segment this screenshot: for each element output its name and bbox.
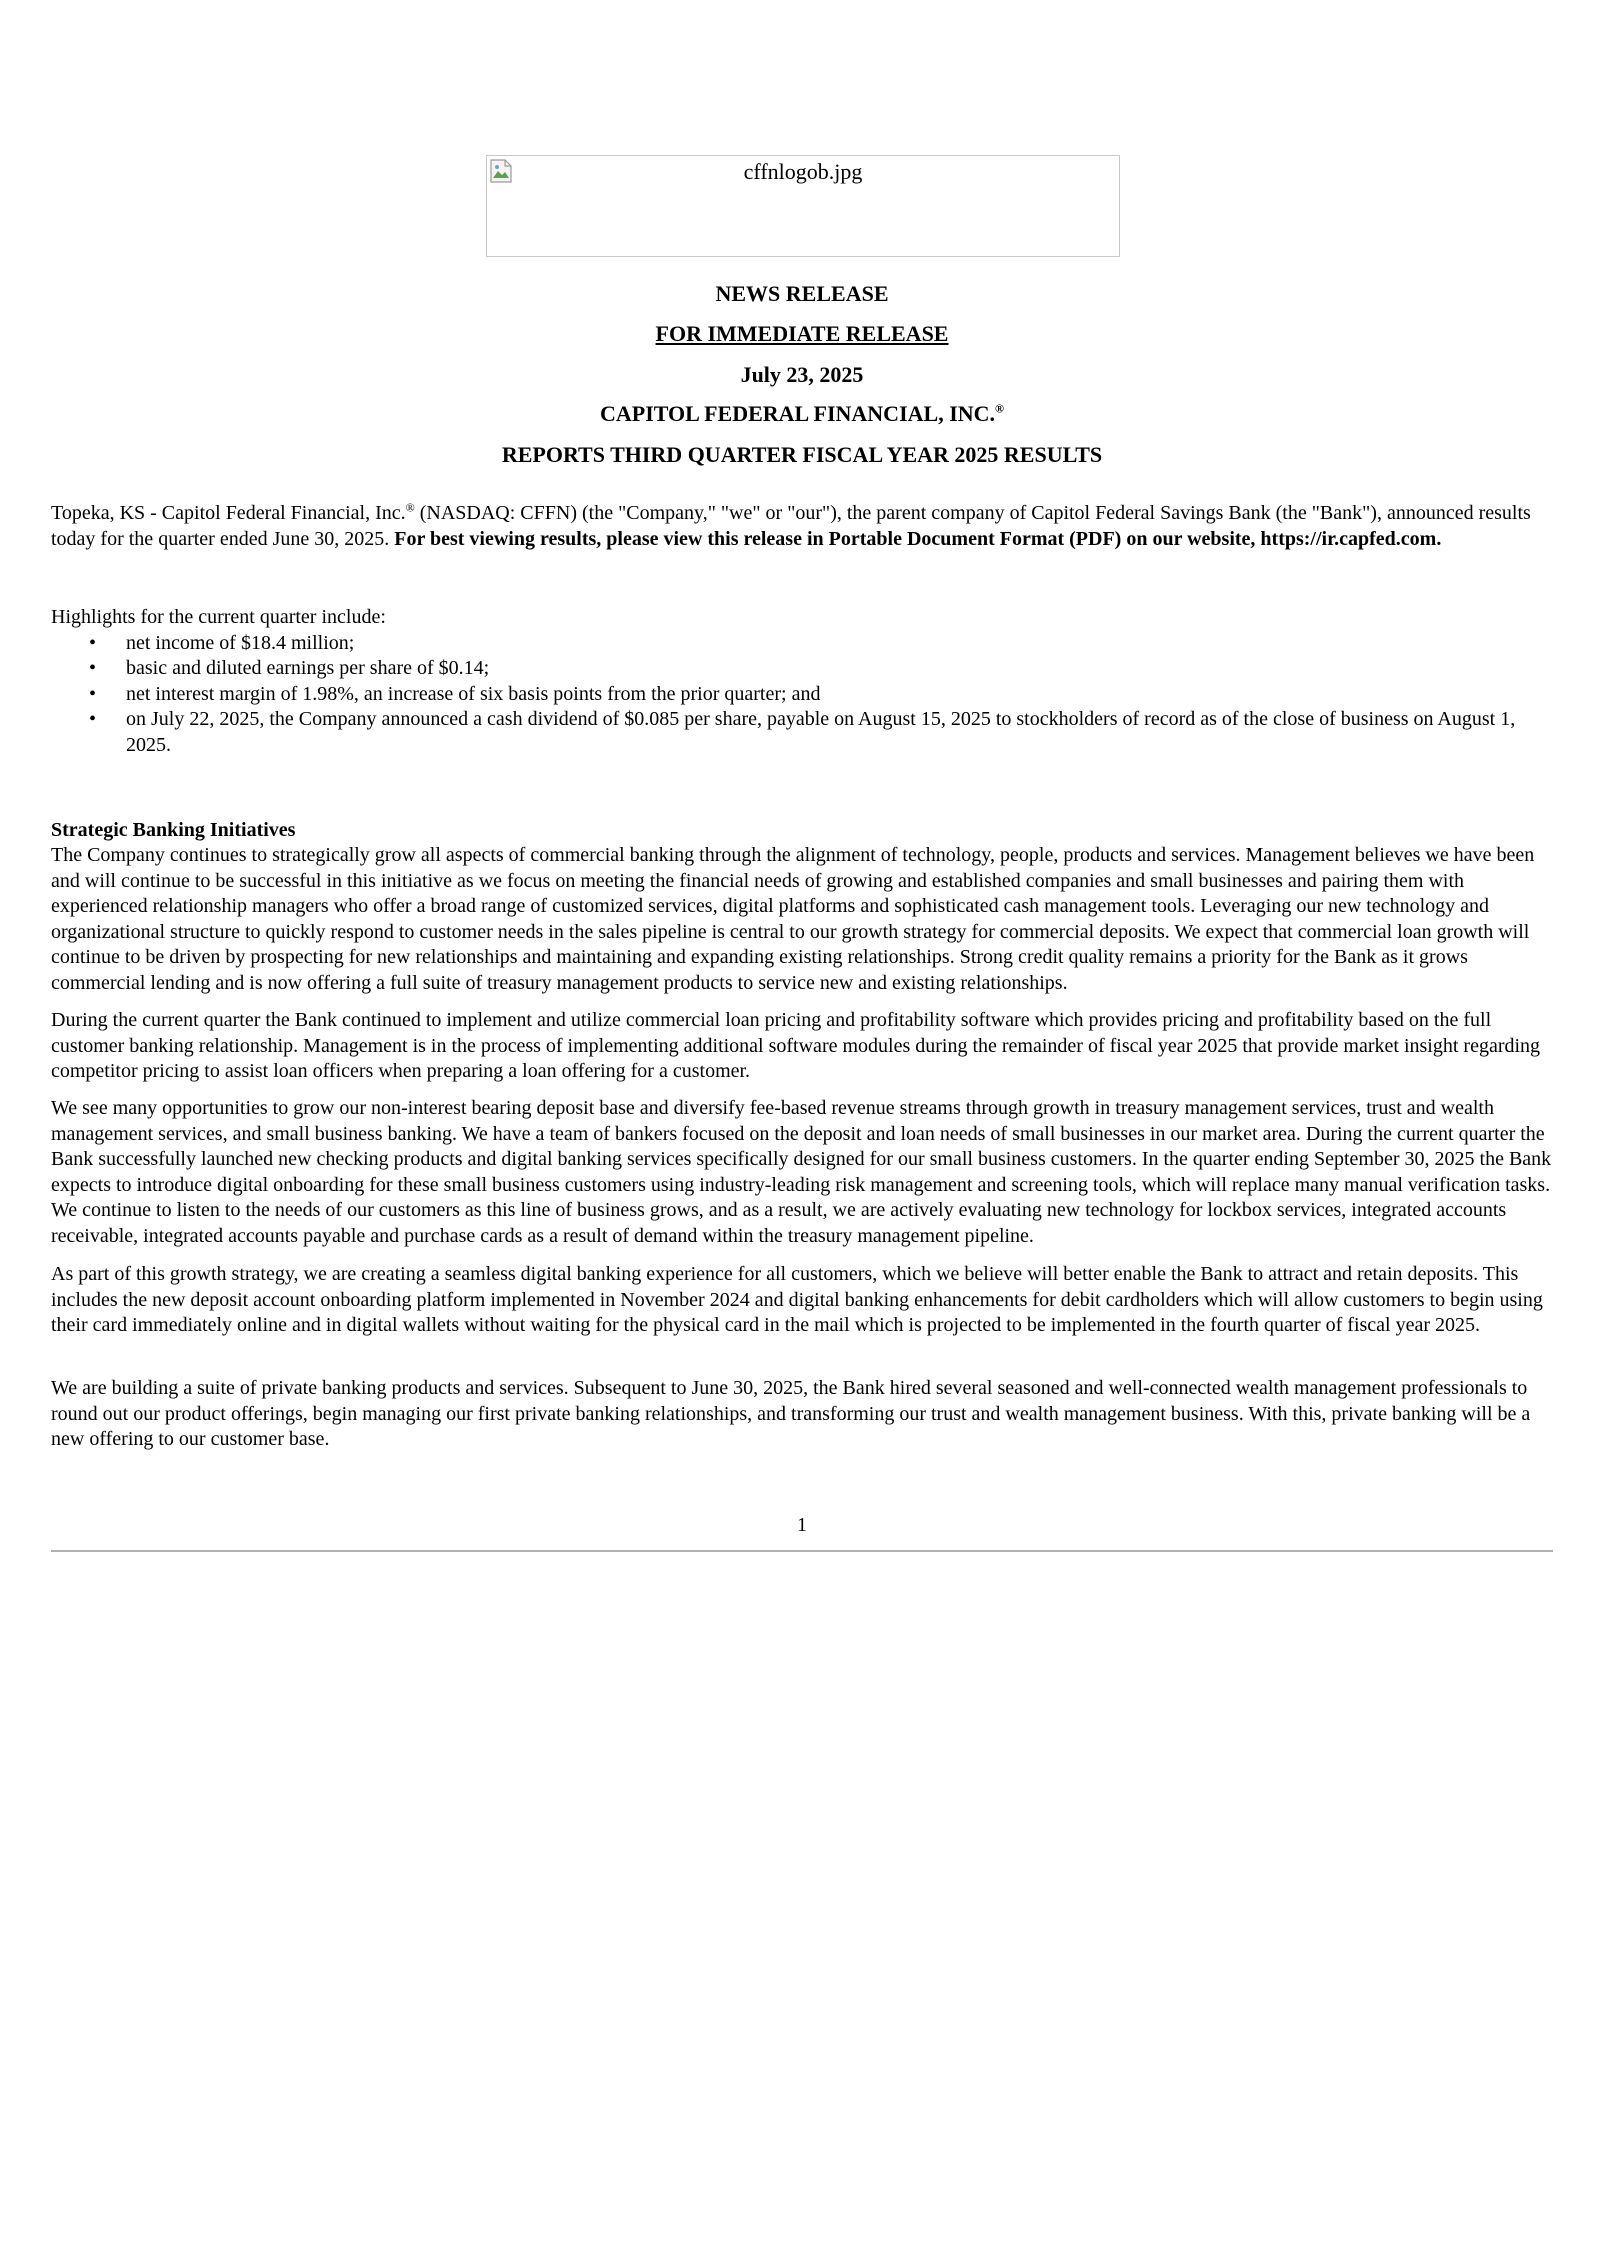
bullet-icon: • (89, 631, 97, 654)
intro-text-2: (NASDAQ: CFFN) (the "Company," "we" or "our"), the parent company of Capitol Federal Savings Bank (the "Bank"), announced results today for the quarter ended June 30, 2025. (51, 502, 1531, 550)
bullet-icon: • (89, 682, 97, 705)
strategic-paragraph-3: We see many opportunities to grow our non-interest bearing deposit base and diversify fee-based revenue streams through growth in treasury management services, trust and wealth management services, and small business banking. We have a team of bankers focused on the deposit and loan needs of small businesses in our market area. During the current quarter the Bank successfully launched new checking products and digital banking services specifically designed for our small business customers. In the quarter ending September 30, 2025 the Bank expects to introduce digital onboarding for these small business customers using industry-leading risk management and screening tools, which will replace many manual verification tasks. We continue to listen to the needs of our customers as this line of business grows, and as a result, we are actively evaluating new technology for lockbox services, integrated accounts receivable, integrated accounts payable and purchase cards as a result of demand within the treasury management pipeline. (51, 1097, 1552, 1247)
list-item (51, 682, 1553, 708)
list-item (51, 656, 1553, 682)
strategic-heading: Strategic Banking Initiatives (51, 819, 296, 841)
highlight-text: net income of $18.4 million; (126, 631, 355, 654)
list-item (51, 707, 1553, 758)
page-number: 1 (797, 1514, 807, 1536)
highlight-text: net interest margin of 1.98%, an increase of six basis points from the prior quarter; and (126, 682, 821, 705)
company-name-heading (51, 400, 1553, 428)
bullet-icon: • (89, 657, 97, 679)
logo-alt-text: cffnlogob.jpg (743, 159, 863, 184)
strategic-paragraph-2: During the current quarter the Bank continued to implement and utilize commercial loan pricing and profitability software which provides pricing and profitability based on the full customer banking relationship. Management is in the process of implementing additional software modules during the remainder of fiscal year 2025 that provide market insight regarding competitor pricing to assist loan officers when preparing a loan offering for a customer. (51, 1009, 1541, 1082)
highlights-intro: Highlights for the current quarter include: (51, 606, 386, 628)
highlights-list (51, 631, 1553, 759)
strategic-paragraph-1: The Company continues to strategically grow all aspects of commercial banking through the alignment of technology, people, products and services. Management believes we have been and will continue to be successful in this initiative as we focus on meeting the financial needs of growing and established companies and small businesses and pairing them with experienced relationship managers who offer a broad range of customized services, digital platforms and sophisticated cash management tools. Leveraging our new technology and organizational structure to quickly respond to customer needs in the sales pipeline is central to our growth strategy for commercial deposits. We expect that commercial loan growth will continue to be driven by prospecting for new relationships and maintaining and expanding existing relationships. Strong credit quality remains a priority for the Bank as it grows commercial lending and is now offering a full suite of treasury management products to service new and existing relationships. (51, 844, 1535, 994)
intro-registered-mark: ® (405, 500, 415, 515)
intro-text-1: Topeka, KS - Capitol Federal Financial, Inc. (51, 502, 406, 524)
news-release-heading: NEWS RELEASE (715, 281, 889, 306)
immediate-release-heading (51, 320, 1553, 348)
strategic-paragraph-5: We are building a suite of private banking products and services. Subsequent to June 30, 2025, the Bank hired several seasoned and well-connected wealth management professionals to round out our product offerings, begin managing our first private banking relationships, and transforming our trust and wealth management business. With this, private banking will be a new offering to our customer base. (51, 1377, 1531, 1450)
page-divider (51, 1550, 1553, 1552)
intro-paragraph (51, 501, 1553, 552)
bullet-icon: • (89, 708, 97, 730)
highlights-section (51, 605, 1553, 758)
list-item (51, 631, 1553, 657)
broken-image-icon (489, 158, 513, 184)
company-logo-placeholder (486, 155, 1120, 257)
highlight-text: on July 22, 2025, the Company announced a cash dividend of $0.085 per share, payable on August 15, 2025 to stockholders of record as of the close of business on August 1, 2025. (126, 708, 1516, 756)
strategic-paragraph-4: As part of this growth strategy, we are creating a seamless digital banking experience for all customers, which we believe will better enable the Bank to attract and retain deposits. This includes the new deposit account onboarding platform implemented in November 2024 and digital banking enhancements for debit cardholders which will allow customers to begin using their card immediately online and in digital wallets without waiting for the physical card in the mail which is projected to be implemented in the fourth quarter of fiscal year 2025. (51, 1263, 1543, 1336)
release-date: July 23, 2025 (740, 362, 864, 387)
registered-mark: ® (995, 401, 1004, 416)
company-name: CAPITOL FEDERAL FINANCIAL, INC. (599, 401, 996, 426)
highlight-text: basic and diluted earnings per share of $0.14; (126, 657, 490, 679)
immediate-release-text: FOR IMMEDIATE RELEASE (655, 321, 949, 346)
report-title: REPORTS THIRD QUARTER FISCAL YEAR 2025 RESULTS (501, 442, 1103, 467)
intro-pdf-note: For best viewing results, please view this release in Portable Document Format (PDF) on our website, https://ir.capfed.com. (394, 527, 1442, 550)
